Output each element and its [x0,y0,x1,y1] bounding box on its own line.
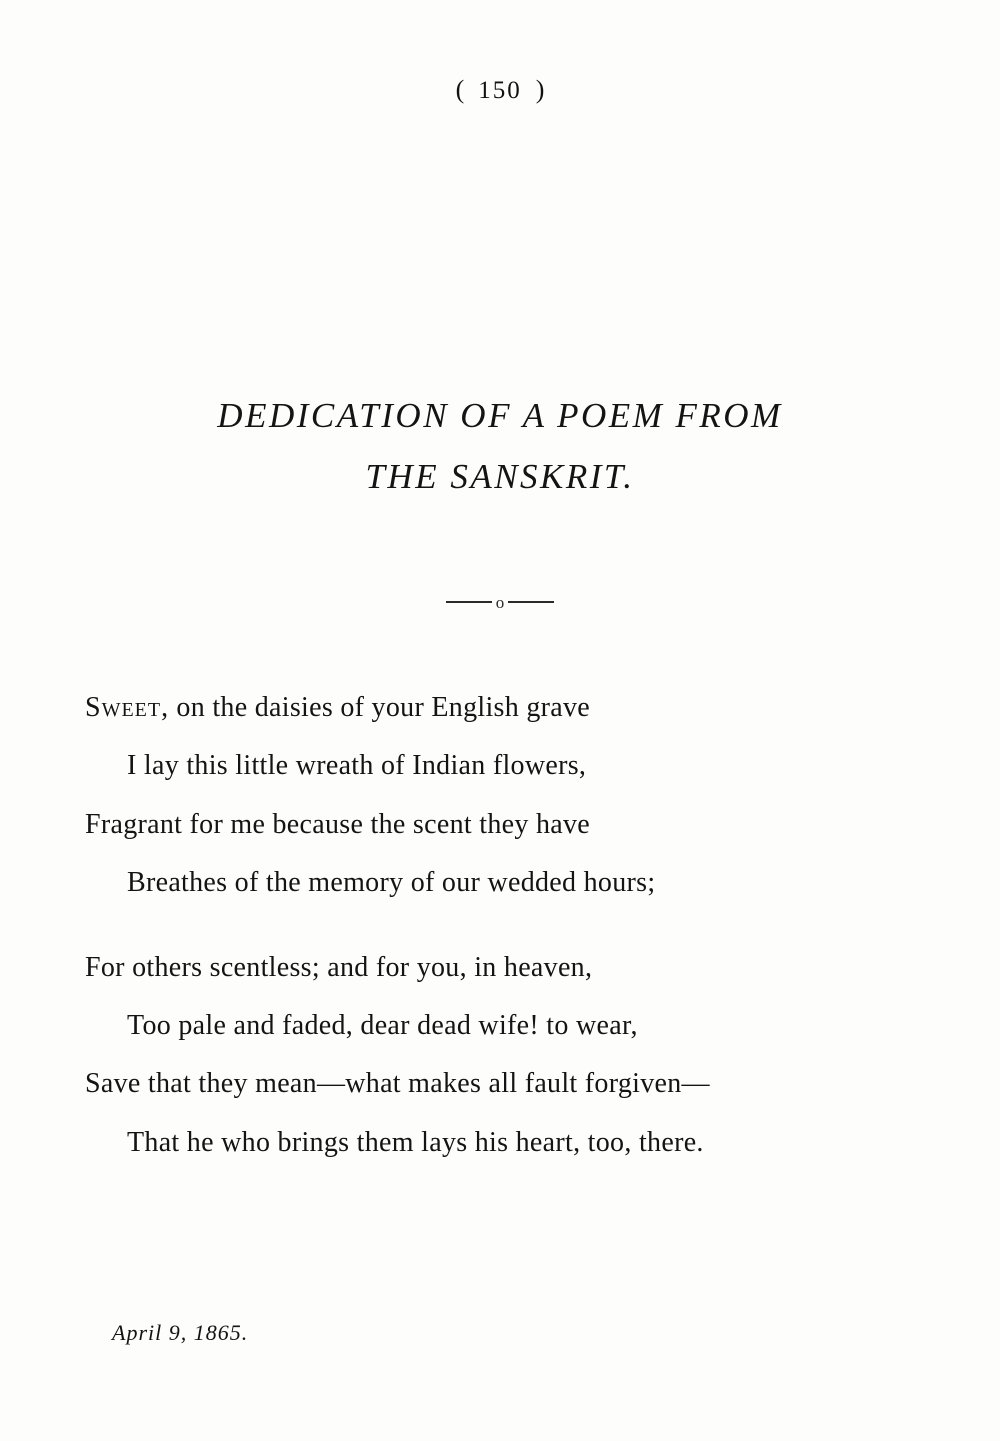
verse-line: Too pale and faded, dear dead wife! to wear, [127,1009,638,1041]
ornament-glyph: o [495,592,505,612]
verse-line: For others scentless; and for you, in heaven, [85,951,593,983]
paren-close: ) [535,75,545,104]
divider-rule-right [508,601,554,603]
paren-open: ( [455,75,465,104]
verse-line: Breathes of the memory of our wedded hours; [127,867,656,899]
poem-body [85,690,925,1209]
verse-line: I lay this little wreath of Indian flowers, [127,750,587,782]
page-number-value: 150 [478,77,522,104]
title-line-1: DEDICATION OF A POEM FROM [217,396,783,435]
date-line: April 9, 1865. [112,1320,249,1345]
page-title [0,385,1000,508]
verse-line: That he who brings them lays his heart, too, there. [127,1126,704,1158]
stanza [85,950,925,1162]
verse-line [85,690,925,726]
verse-opening-smallcaps: Sweet, [85,692,170,723]
verse-line: Fragrant for me because the scent they have [85,808,591,840]
page-number [0,74,1000,105]
stanza [85,690,925,902]
title-line-2: THE SANSKRIT. [365,457,635,497]
ornament-divider [0,592,1000,612]
verse-line-rest: on the daisies of your English grave [176,692,591,723]
divider-rule-left [446,601,492,603]
verse-line: Save that they mean—what makes all fault forgiven— [85,1068,710,1100]
